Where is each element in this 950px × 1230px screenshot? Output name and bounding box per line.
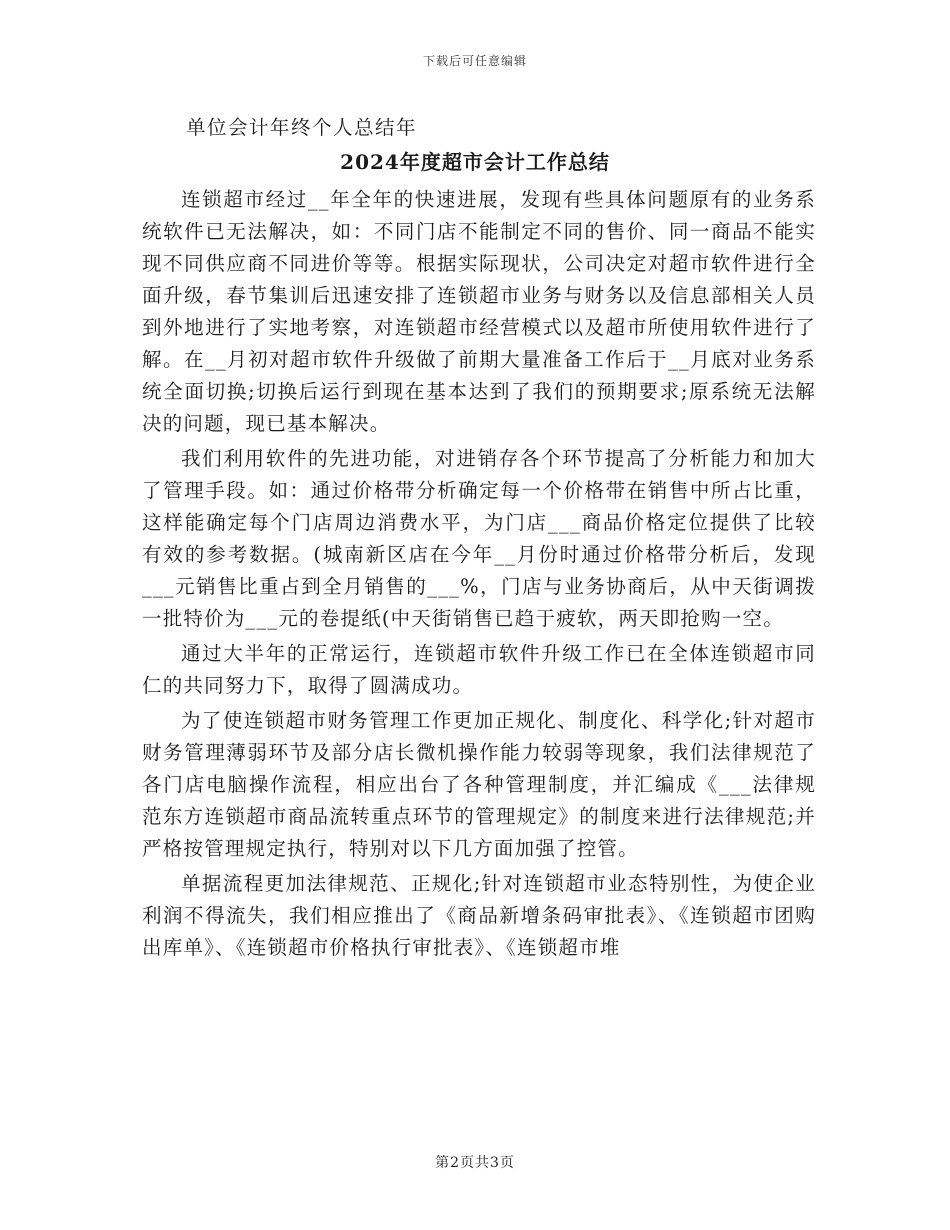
document-body: [142, 184, 816, 967]
header-note: 下载后可任意编辑: [422, 54, 527, 68]
paragraph-1: 连锁超市经过__年全年的快速进展，发现有些具体问题原有的业务系统软件已无法解决，如：不同门店不能制定不同的售价、同一商品不能实现不同供应商不同进价等等。根据实际现状，公司决定对超市软件进行全面升级，春节集训后迅速安排了连锁超市业务与财务以及信息部相关人员到外地进行了实地考察，对连锁超市经营模式以及超市所使用软件进行了解。在__月初对超市软件升级做了前期大量准备工作后于__月底对业务系统全面切换;切换后运行到现在基本达到了我们的预期要求;原系统无法解决的问题，现已基本解决。: [142, 188, 816, 435]
document-title: 2024年度超市会计工作总结: [340, 150, 610, 174]
paragraph-3: 通过大半年的正常运行，连锁超市软件升级工作已在全体连锁超市同仁的共同努力下，取得了圆满成功。: [142, 642, 816, 697]
paragraph-5: 单据流程更加法律规范、正规化;针对连锁超市业态特别性，为使企业利润不得流失，我们相应推出了《商品新增条码审批表》、《连锁超市团购出库单》、《连锁超市价格执行审批表》、《连锁超市堆: [142, 872, 816, 959]
paragraph-4: 为了使连锁超市财务管理工作更加正规化、制度化、科学化;针对超市财务管理薄弱环节及部分店长微机操作能力较弱等现象，我们法律规范了各门店电脑操作流程，相应出台了各种管理制度，并汇编成《___法律规范东方连锁超市商品流转重点环节的管理规定》的制度来进行法律规范;并严格按管理规定执行，特别对以下几方面加强了控管。: [142, 709, 816, 860]
page-number-footer: 第2页共3页: [435, 1155, 515, 1171]
paragraph-2: 我们利用软件的先进功能，对进销存各个环节提高了分析能力和加大了管理手段。如：通过价格带分析确定每一个价格带在销售中所占比重，这样能确定每个门店周边消费水平，为门店___商品价格定位提供了比较有效的参考数据。(城南新区店在今年__月份时通过价格带分析后，发现___元销售比重占到全月销售的___%，门店与业务协商后，从中天街调拨一批特价为___元的卷提纸(中天街销售已趋于疲软，两天即抢购一空。: [142, 447, 816, 630]
document-subtitle: 单位会计年终个人总结年: [186, 116, 418, 139]
